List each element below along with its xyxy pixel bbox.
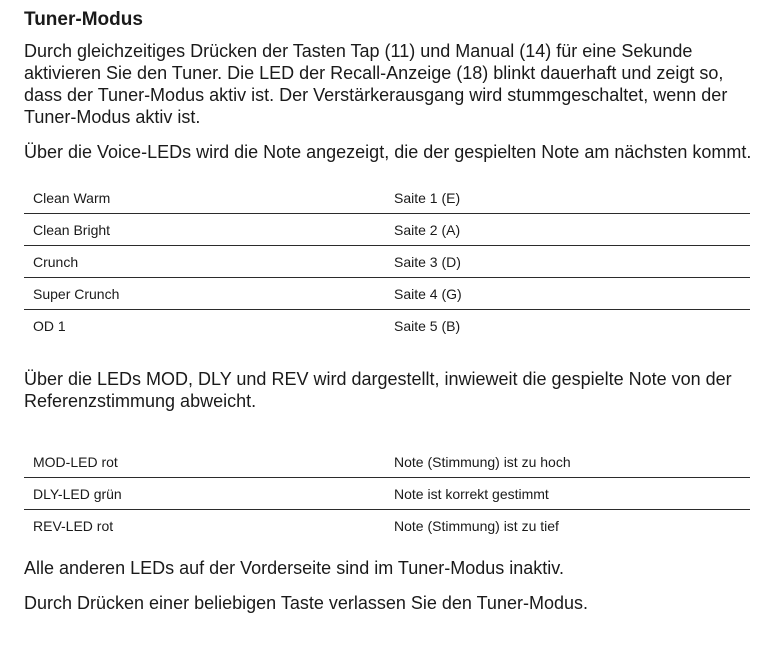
table-row: [24, 510, 750, 542]
voice-cell: Clean Bright: [33, 221, 111, 238]
table-row: [24, 182, 750, 214]
document-page: [24, 8, 754, 614]
table-row: [24, 214, 750, 246]
meaning-cell: Note ist korrekt gestimmt: [394, 485, 549, 502]
deviation-paragraph: Über die LEDs MOD, DLY und REV wird dargestellt, inwieweit die gespielte Note von der Referenzstimmung abweicht.: [24, 369, 732, 411]
voice-leds-paragraph: Über die Voice-LEDs wird die Note angezeigt, die der gespielten Note am nächsten kommt.: [24, 142, 752, 162]
voice-cell: Clean Warm: [33, 189, 111, 206]
led-cell: MOD-LED rot: [33, 453, 118, 470]
exit-paragraph: Durch Drücken einer beliebigen Taste verlassen Sie den Tuner-Modus.: [24, 593, 588, 613]
table-row: [24, 446, 750, 478]
voice-string-table: [24, 182, 750, 341]
string-cell: Saite 2 (A): [394, 221, 461, 238]
table-row: [24, 478, 750, 510]
string-cell: Saite 5 (B): [394, 317, 461, 334]
led-meaning-table: [24, 446, 750, 541]
table-row: [24, 310, 750, 342]
meaning-cell: Note (Stimmung) ist zu tief: [394, 517, 559, 534]
section-heading: Tuner-Modus: [24, 9, 143, 30]
table-row: [24, 246, 750, 278]
intro-paragraph: Durch gleichzeitiges Drücken der Tasten Tap (11) und Manual (14) für eine Sekunde aktivieren Sie den Tuner. Die LED der Recall-Anzeige (18) blinkt dauerhaft und zeigt so, dass der Tuner-Modus aktiv ist. Der Verstärkerausgang wird stummgeschaltet, wenn der Tuner-Modus aktiv ist.: [24, 41, 728, 127]
voice-cell: Super Crunch: [33, 285, 120, 302]
meaning-cell: Note (Stimmung) ist zu hoch: [394, 453, 571, 470]
table-row: [24, 278, 750, 310]
string-cell: Saite 1 (E): [394, 189, 461, 206]
string-cell: Saite 4 (G): [394, 285, 462, 302]
led-cell: DLY-LED grün: [33, 485, 122, 502]
inactive-leds-paragraph: Alle anderen LEDs auf der Vorderseite sind im Tuner-Modus inaktiv.: [24, 558, 564, 578]
led-cell: REV-LED rot: [33, 517, 114, 534]
voice-cell: OD 1: [33, 317, 66, 334]
string-cell: Saite 3 (D): [394, 253, 461, 270]
voice-cell: Crunch: [33, 253, 79, 270]
